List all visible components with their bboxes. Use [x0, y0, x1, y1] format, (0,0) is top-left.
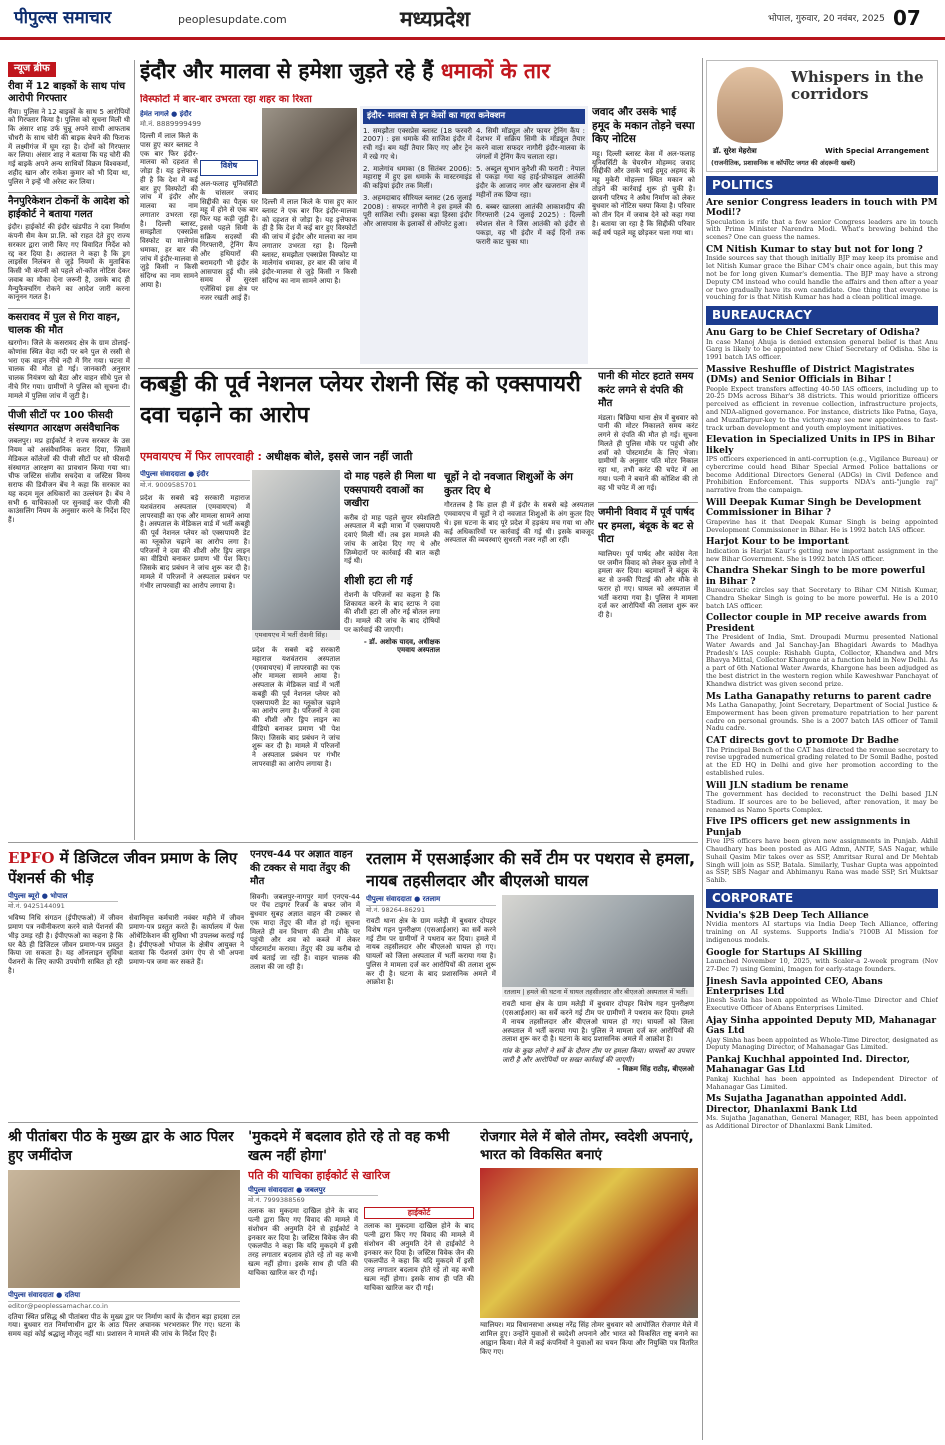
page-number: 07: [893, 6, 921, 30]
whispers-author: डॉ. सुरेश मेहरोत्रा: [713, 147, 757, 155]
councillor-attack-text: ग्वालियर। पूर्व पार्षद और कांग्रेस नेता पर जमीन विवाद को लेकर कुछ लोगों ने हमला कर दिया। बदमाशों ने बंदूक के बट से उनकी पिटाई की और मौके से फरार हो गए। घायल को अस्पताल में भर्ती कराया गया है। पुलिस ने मामला दर्ज कर आरोपियों की तलाश शुरू कर दी है।: [598, 549, 698, 619]
brief-text-2: इंदौर। हाईकोर्ट की इंदौर खंडपीठ ने दवा निर्माण कंपनी सैम केम प्रा.लि. को राहत देते हुए राज्य सरकार द्वारा जारी किए गए विवादित निर्देश को रद्द कर दिया है। अदालत ने कहा है कि ड्रग लाइसेंस निलंबन से जुड़े नियमों के मुताबिक किसी भी कंपनी को पहले शो-कॉज नोटिस देकर जवाब का मौका देना जरूरी है, उसके बाद ही मैन्युफैक्चरिंग रोकने का आदेश जारी करना कानूनन गलत है।: [8, 223, 130, 302]
kabaddi-text-col1: [140, 494, 250, 836]
top-text-col1: [140, 132, 198, 362]
leopard-text: सिवनी। जबलपुर-नागपुर मार्ग एनएच-44 पर पेंच टाइगर रिजर्व के बफर जोन में बुधवार सुबह अज्ञात वाहन की टक्कर से एक मादा तेंदुए की मौत हो गई। सूचना मिलते ही वन विभाग की टीम मौके पर पहुंची और शव को कब्जे में लेकर पोस्टमार्टम कराया। तेंदुए की उम्र करीब दो वर्ष बताई जा रही है। वाहन चालक की तलाश की जा रही है।: [250, 892, 360, 971]
top-headline-part1: इंदौर और मालवा से हमेशा जुड़ते रहे हैं: [140, 59, 441, 83]
ratlam-text-2: रावटी थाना क्षेत्र के ग्राम मलेड़ी में बुधवार दोपहर विशेष गहन पुनरीक्षण (एसआईआर) का सर्वे करने गई टीम पर ग्रामीणों ने पथराव कर दिया। हमले में नायब तहसीलदार और बीएलओ घायल हो गए। घायलों को जिला अस्पताल में भर्ती कराया गया है। पुलिस ने मामला दर्ज कर आरोपियों की तलाश शुरू कर दी है। घटना के बाद प्रशासनिक अमले में आक्रोश है।: [502, 1000, 694, 1044]
top-mobile: मो.नं. 8889999499: [140, 120, 202, 128]
corporate-item-headline: Jinesh Savla appointed CEO, Abans Enterprises Ltd: [706, 976, 883, 997]
epfo-reporter: पीपुल्स ब्यूरो ● भोपाल: [8, 892, 118, 903]
high-court-tag: हाईकोर्ट: [364, 1207, 474, 1219]
bureaucracy-item-text: In case Manoj Ahuja is denied extension general belief is that Anu Garg is likely to be appointed new Chief Secretary of Odisha. She is 1991 batch IAS officer.: [706, 337, 938, 362]
injured-officials-photo: [502, 895, 694, 987]
bureaucracy-item-text: IPS officers experienced in anti-corruption (e.g., Vigilance Bureau) or cybercrime could head Bihar Special Armed Police battalions or become Additional Directors General (ADGs) in Civil Defence and Prohibition Enforcement. This supports NDA's anti-"jungle raj" narrative from the campaign.: [706, 455, 938, 495]
newspaper-logo: पीपुल्स समाचार: [14, 8, 112, 28]
bureaucracy-item-headline: Elevation in Specialized Units in IPS in Bihar likely: [706, 435, 935, 456]
rozgar-story: [480, 1128, 698, 1440]
bureaucracy-item-text: The Principal Bench of the CAT has directed the revenue secretary to revise upgraded numerical grading related to Dr Somil Badhe, posted at the ED HQ in Delhi and give her promotion according to the established rules.: [706, 745, 938, 777]
bureaucracy-item-headline: Ms Latha Ganapathy returns to parent cadre: [706, 691, 932, 702]
epfo-word: EPFO: [8, 849, 55, 867]
collapsed-pillars-photo: [8, 1170, 240, 1288]
court-mobile: मो.नं. 7999388569: [248, 1196, 305, 1205]
top-text-col2: [200, 180, 258, 362]
whispers-header: [706, 60, 938, 172]
bureaucracy-item-headline: Will JLN stadium be rename: [706, 780, 849, 791]
corporate-item-text: Ajay Sinha has been appointed as Whole-Time Director, designated as Deputy Managing Director, of Mahanagar Gas Limited.: [706, 1035, 938, 1052]
bureaucracy-item-text: The President of India, Smt. Droupadi Murmu presented National Water Awards and Jal Sanchay-Jan Bhagidari Awards to Madhya Pradesh's IAS couple: Rishabh Gupta, Collector, Khandwa and Mrs Bhavya Mittal, Collector Khargone at a function held in New Delhi. As a part of 6th National Water Awards, Khargone has been adjudged as the best district in the western region while Kaweshwar Panchayat of Khandwa district was given second prize.: [706, 633, 938, 688]
news-brief-label: न्यूज ब्रीफ: [8, 62, 56, 77]
website-url[interactable]: peoplesupdate.com: [178, 13, 287, 26]
bureaucracy-item-text: The government has decided to reconstruct the Delhi based JLN Stadium. If sources are to be believed, after renovation, it may be renamed as Namo Sports Complex.: [706, 790, 938, 814]
connection-item: 5. अब्दुल सुभान कुरैशी की फरारी : नेपाल से पकड़ा गया यह हाई-प्रोफाइल आतंकी इंदौर के आजाद नगर और खजराना क्षेत्र में महीनों तक छिपा रहा।: [476, 164, 585, 199]
bureaucracy-item-text: Bureaucratic circles say that Secretary to Bihar CM Nitish Kumar, Chandra Shekar Singh is going to be more powerful. He is a 2010 batch IAS officer.: [706, 585, 938, 610]
top-text-col3: [262, 198, 357, 362]
epfo-headline-rest: में डिजिटल जीवन प्रमाण के लिए पेंशनर्स की भीड़: [8, 849, 238, 888]
bureaucracy-item-text: Grapevine has it that Deepak Kumar Singh is being appointed Development Commissioner in Bihar. He is 1992 batch IAS officer.: [706, 517, 938, 534]
ratlam-photo-caption: रतलाम | हमले की घटना में घायल तहसीलदार और बीएलओ अस्पताल में भर्ती।: [502, 987, 694, 997]
court-headline: 'मुकदमे में बदलाव होते रहे तो वह कभी खत्म नहीं होगा': [248, 1129, 450, 1164]
peetambara-headline: श्री पीतांबरा पीठ के मुख्य द्वार के आठ पिलर हुए जमींदोज: [8, 1129, 234, 1164]
connection-box: [360, 106, 588, 364]
politics-label: POLITICS: [706, 176, 938, 195]
brief-headline-4: पीजी सीटों पर 100 फीसदी संस्थागत आरक्षण असंवैधानिक: [8, 406, 130, 435]
whispers-arrangement: With Special Arrangement: [825, 147, 929, 155]
brief-text-3: खरगोन। जिले के कसरावद क्षेत्र के ग्राम ठोलाई-कोणांस स्थित वेदा नदी पर बने पुल से रस्सी से भरा एक वाहन नीचे नदी में गिर गया। घटना में चालक की मौत हो गई। जानकारी अनुसार चालक नियंत्रण खो बैठा और वाहन सीधे पुल से नीचे गिर गया। ग्रामीणों ने पुलिस को सूचना दी। मामले में पुलिस जांच में जुटी है।: [8, 339, 130, 400]
kabaddi-sub-b: अधीक्षक बोले, इससे जान नहीं जाती: [265, 450, 413, 463]
brief-headline-3: कसरावद में पुल से गिरा वाहन, चालक की मौत: [8, 308, 130, 337]
bureaucracy-item-text: Five IPS officers have been given new assignments in Punjab. Akhil Chaudhary has been posted as AIG Admn, ANTF, SAS Nagar, while Suhail Qasim Mir takes over as SSP, Amritsar Rural and Dr Mehtab Singh will join as SSP, Batala. Similarly, Tushar Gupta was appointed as SSP, SBS Nagar and Abhimanyu Rana was made SSP, Sri Muktsar Sahib.: [706, 837, 938, 885]
brief-text-1: रीवा। पुलिस ने 12 बाइकों के साथ 5 आरोपियों को गिरफ्तार किया है। पुलिस को सूचना मिली थी कि अंसार शाह उर्फ चुन्नू अपने साथी आफताब चौधरी के साथ चोरी की बाइक बेचने की फिराक में लक्ष्मीगंज में घूम रहा है। दोनों को गिरफ्तार कर लिया। अंसार शाह ने बताया कि यह चोरी की गई बाइकें अपने अन्य साथियों विक्रम विश्वकर्मा, शहीद खान और राकेश कुमार को भी दिया था, पुलिस ने इन्हें भी अरेस्ट कर लिया।: [8, 107, 130, 186]
section-title: मध्यप्रदेश: [400, 7, 471, 31]
kabaddi-sub: [140, 450, 595, 466]
leopard-headline: एनएच-44 पर अज्ञात वाहन की टक्कर से मादा तेंदुए की मौत: [250, 849, 353, 887]
ratlam-quote-sig: - विक्रम सिंह राठौड़, बीएलओ: [617, 1064, 694, 1073]
blast-photo: [262, 108, 357, 194]
connection-box-title: इंदौर- मालवा से इन केसों का गहरा कनेक्शन: [363, 109, 585, 124]
current-death-headline: पानी की मोटर हटाते समय करंट लगने से दंपति की मौत: [598, 371, 694, 409]
whispers-column: [706, 60, 938, 1440]
connection-item: 3. अहमदाबाद सीरियल ब्लास्ट (26 जुलाई 2008) : सफदर नागौरी ने इस हमले की पूरी साजिश रची। इसका बड़ा हिस्सा इंदौर और आसपास के इलाकों से ऑपरेट हुआ।: [363, 193, 472, 229]
rozgar-text: ग्वालियर। मप्र विधानसभा अध्यक्ष नरेंद्र सिंह तोमर बुधवार को आयोजित रोजगार मेले में शामिल हुए। उन्होंने युवाओं से स्वदेशी अपनाने और भारत को विकसित राष्ट्र बनाने का आह्वान किया। मेले में कई कंपनियों ने युवाओं का चयन किया और नियुक्ति पत्र वितरित किए गए।: [480, 1321, 698, 1356]
bureaucracy-item-headline: Chandra Shekar Singh to be more powerful in Bihar ?: [706, 566, 926, 587]
right-briefs: [598, 370, 698, 836]
bureaucracy-item-headline: Anu Garg to be Chief Secretary of Odisha?: [706, 328, 920, 339]
politics-item-headline: Are senior Congress leaders in touch with PM Modi!?: [706, 198, 938, 219]
kabaddi-text: प्रदेश के सबसे बड़े सरकारी महाराज यशवंतराव अस्पताल (एमवायएच) में लापरवाही का एक और मामला सामने आया है। अस्पताल के मेडिकल वार्ड में भर्ती कबड्डी की पूर्व नेशनल प्लेयर को एक्सपायरी डेट का ग्लूकोज चढ़ाने का आरोप लगा है। परिजनों ने दवा की शीशी और ड्रिप लाइन का वीडियो बनाकर प्रमाण भी पेश किए। जिसके बाद प्रबंधन ने जांच शुरू कर दी है। मामले में परिजनों ने अस्पताल प्रबंधन पर गंभीर लापरवाही का आरोप लगाया है।: [140, 494, 250, 590]
epfo-text-1: भविष्य निधि संगठन (ईपीएफओ) में जीवन प्रमाण पत्र नवीनीकरण करने वाले पेंशनर्स की भीड़ उमड़ रही है। ईपीएफओ का कहना है कि घर बैठे ही डिजिटल जीवन प्रमाण-पत्र प्रस्तुत किया जा सकता है। यह ऑनलाइन सुविधा पेंशनरों के लिए काफी उपयोगी साबित हो रही है।: [8, 914, 123, 975]
connection-item: 4. सिमी मॉड्यूल और फायर ट्रेनिंग कैंप : देशभर में सक्रिय सिमी के मॉड्यूल तैयार करने वाला सफदर नागौरी इंदौर-मालवा के जंगलों में ट्रेनिंग कैंप चलाता रहा।: [476, 126, 585, 161]
expired-drugs-title: दो माह पहले ही मिला था एक्सपायरी दवाओं का जखीरा: [344, 471, 436, 509]
peetambara-text: दतिया स्थित प्रसिद्ध श्री पीतांबरा पीठ के मुख्य द्वार पर निर्माण कार्य के दौरान बड़ा हादसा टल गया। बुधवार रात निर्माणाधीन द्वार के आठ पिलर अचानक भरभराकर गिर गए। घटना के समय वहां कोई श्रद्धालु मौजूद नहीं था। प्रशासन ने मामले की जांच के निर्देश दिए हैं।: [8, 1312, 240, 1339]
corporate-item-headline: Nvidia's $2B Deep Tech Alliance: [706, 910, 869, 921]
kabaddi-text-col2: [252, 646, 340, 836]
top-col2-text: अल-फलाह यूनिवर्सिटी के चांसलर जवाद सिद्दीकी का पैतृक घर महू में होने से एक बार फिर यह कड़ी जुड़ी है। इससे पहले सिमी के सक्रिय सदस्यों की गिरफ्तारी, ट्रेनिंग कैंप और हथियारों की बरामदगी भी इंदौर के आसपास हुई थी। लंबे समय से सुरक्षा एजेंसियां इस क्षेत्र पर नजर रखती आई हैं।: [200, 180, 258, 302]
kabaddi-text-2: प्रदेश के सबसे बड़े सरकारी महाराज यशवंतराव अस्पताल (एमवायएच) में लापरवाही का एक और मामला सामने आया है। अस्पताल के मेडिकल वार्ड में भर्ती कबड्डी की पूर्व नेशनल प्लेयर को एक्सपायरी डेट का ग्लूकोज चढ़ाने का आरोप लगा है। परिजनों ने दवा की शीशी और ड्रिप लाइन का वीडियो बनाकर प्रमाण भी पेश किए। जिसके बाद प्रबंधन ने जांच शुरू कर दी है। मामले में परिजनों ने अस्पताल प्रबंधन पर गंभीर लापरवाही का आरोप लगाया है।: [252, 646, 340, 768]
author-photo: [717, 67, 783, 143]
top-subheadline: विस्फोटों में बार-बार उभरता रहा शहर का रिश्ता: [140, 94, 312, 105]
connection-item: 1. समझौता एक्सप्रेस ब्लास्ट (18 फरवरी 2007) : इस धमाके की साजिश इंदौर में रची गई। बम यहीं तैयार किए गए और ट्रेन में रखे गए थे।: [363, 126, 472, 161]
peetambara-email[interactable]: editor@peoplessamachar.co.in: [8, 1301, 108, 1310]
peetambara-story: [8, 1128, 240, 1440]
court-text-1: तलाक का मुकदमा दाखिल होने के बाद पत्नी द्वारा किए गए विवाद की मामले में संशोधन की अनुमति देने से हाईकोर्ट ने इनकार कर दिया है। जस्टिस विवेक जैन की एकलपीठ ने कहा कि यदि मुकदमे में इसी तरह लगातार बदलाव होते रहे तो वह कभी खत्म नहीं होगा। इसके साथ ही पति की याचिका खारिज कर दी गई।: [248, 1207, 358, 1277]
bureaucracy-item-headline: Harjot Kour to be important: [706, 537, 849, 548]
kabaddi-mobile: मो.नं. 9009585701: [140, 480, 197, 489]
brief-headline-2: नैनपुरिकेशन टोकनों के आदेश को हाईकोर्ट ने बताया गलत: [8, 192, 130, 221]
epfo-text-2: सेवानिवृत्त कर्मचारी नवंबर महीने में जीवन प्रमाण-पत्र प्रस्तुत करते हैं। कार्यालय में फेस ऑथेंटिकेशन की सुविधा भी उपलब्ध कराई गई है। ईपीएफओ भोपाल के क्षेत्रीय आयुक्त ने बताया कि पेंशनर्स उमंग ऐप से भी अपना प्रमाण-पत्र जमा कर सकते हैं।: [129, 914, 244, 967]
top-col3-text: दिल्ली में लाल किले के पास हुए कार ब्लास्ट ने एक बार फिर इंदौर-मालवा को दहशत से जोड़ा है। यह इत्तेफाक ही है कि देश में कई बार हुए विस्फोटों की जांच में इंदौर और मालवा का नाम लगातार उभरता रहा है। दिल्ली ब्लास्ट, समझौता एक्सप्रेस विस्फोट या मालेगांव धमाका, हर बार की जांच में इंदौर-मालवा से जुड़े किसी न किसी संदिग्ध का नाम सामने आया है।: [262, 198, 357, 285]
rozgar-headline: रोजगार मेले में बोले तोमर, स्वदेशी अपनाएं, भारत को विकसित बनाएं: [480, 1129, 694, 1164]
rat-bite-box: [444, 470, 594, 836]
politics-item-text: Inside sources say that though initially BJP may keep its promise and let Nitish Kumar grace the Bihar CM's chair once again, but this may not be for long given Kumar's dementia. The BJP may have a strong Deputy CM instead who could handle the affairs and then after a year or two gradually have its own candidate. One thing that everyone is vouching for is that Nitish Kumar has had a clean political image.: [706, 254, 938, 302]
ratlam-quote: गांव के कुछ लोगों ने सर्वे के दौरान टीम पर हमला किया। घायलों का उपचार जारी है और आरोपियों पर सख्त कार्रवाई की जाएगी।: [502, 1047, 694, 1064]
ratlam-text: रावटी थाना क्षेत्र के ग्राम मलेड़ी में बुधवार दोपहर विशेष गहन पुनरीक्षण (एसआईआर) का सर्वे करने गई टीम पर ग्रामीणों ने पथराव कर दिया। हमले में नायब तहसीलदार और बीएलओ घायल हो गए। घायलों को जिला अस्पताल में भर्ती कराया गया है। पुलिस ने मामला दर्ज कर आरोपियों की तलाश शुरू कर दी है। घटना के बाद प्रशासनिक अमले में आक्रोश है।: [366, 917, 496, 987]
bureaucracy-item-headline: CAT directs govt to promote Dr Badhe: [706, 736, 899, 747]
issue-date: भोपाल, गुरुवार, 20 नवंबर, 2025: [768, 14, 885, 24]
bureaucracy-label: BUREAUCRACY: [706, 306, 938, 325]
corporate-item-headline: Pankaj Kuchhal appointed Ind. Director, Mahanagar Gas Ltd: [706, 1055, 911, 1076]
corporate-label: CORPORATE: [706, 889, 938, 908]
kabaddi-sub-a: एमवायएच में फिर लापरवाही :: [140, 450, 266, 463]
corporate-item-text: Pankaj Kuchhal has been appointed as Independent Director of Mahanagar Gas Limited.: [706, 1074, 938, 1091]
peetambara-reporter: पीपुल्स संवाददाता ● दतिया: [8, 1291, 240, 1302]
corporate-item-headline: Ms Sujatha Jaganathan appointed Addl. Director, Dhanlaxmi Bank Ltd: [706, 1094, 907, 1115]
brief-text-4: जबलपुर। मप्र हाईकोर्ट ने राज्य सरकार के उस नियम को असंवैधानिक करार दिया, जिसमें मेडिकल कॉलेजों की पीजी सीटों पर सौ फीसदी संस्थागत आरक्षण का प्रावधान किया गया था। चीफ जस्टिस संजीव सचदेवा व जस्टिस विनय सराफ की डिवीजन बेंच ने कहा कि सरकार का यह कदम मूल अधिकारों का उल्लंघन है। बेंच ने सभी 6 याचिकाओं पर सुनवाई कर पीजी की काउंसलिंग नियम के अनुसार करने के निर्देश दिए हैं।: [8, 437, 130, 524]
corporate-item-headline: Ajay Sinha appointed Deputy MD, Mahanagar Gas Ltd: [706, 1015, 937, 1037]
bureaucracy-item-headline: Massive Reshuffle of District Magistrates (DMs) and Senior Officials in Bihar !: [706, 364, 915, 386]
top-reporter: हेमंत नागले ● इंदौर: [140, 110, 192, 118]
epfo-mobile: मो.नं. 9425144091: [8, 902, 65, 911]
top-col1-text: दिल्ली में लाल किले के पास हुए कार ब्लास्ट ने एक बार फिर इंदौर-मालवा को दहशत से जोड़ा है। यह इत्तेफाक ही है कि देश में कई बार हुए विस्फोटों की जांच में इंदौर और मालवा का नाम लगातार उभरता रहा है। दिल्ली ब्लास्ट, समझौता एक्सप्रेस विस्फोट या मालेगांव धमाका, हर बार की जांच में इंदौर-मालवा से जुड़े किसी न किसी संदिग्ध का नाम सामने आया है।: [140, 132, 198, 289]
bureaucracy-item-text: People Expect transfers affecting 40-50 IAS officers, including up to 20-25 DMs across Bihar's 38 districts. This would prioritize officers perceived as efficient in revenue collection, infrastructure projects, and NDA-aligned governance. For instance, districts like Patna, Gaya, and Muzaffarpur-key to the victory-may see new appointees to fast-track urban development and youth employment initiatives.: [706, 384, 938, 432]
special-tag: विशेष: [200, 160, 258, 176]
top-headline: [140, 58, 695, 88]
bureaucracy-item-headline: Five IPS officers get new assignments in Punjab: [706, 817, 911, 838]
corporate-item-headline: Google for Startups AI Skilling: [706, 947, 863, 958]
expired-drugs-text: करीब दो माह पहले सुपर स्पेशलिटी अस्पताल में बड़ी मात्रा में एक्सपायरी दवाएं मिली थीं। तब इस मामले की जांच के आदेश दिए गए थे और जिम्मेदारों पर कार्रवाई की बात कही गई थी।: [344, 513, 440, 566]
ratlam-headline: रतलाम में एसआईआर की सर्वे टीम पर पथराव से हमला, नायब तहसीलदार और बीएलओ घायल: [366, 849, 696, 890]
jawad-text: महू। दिल्ली ब्लास्ट केस में अल-फलाह यूनिवर्सिटी के चेयरमैन मोहम्मद जवाद सिद्दीकी और उसके भाई हमूद अहमद के महू मुकेरी मोहल्ला स्थित मकान को तोड़ने की कार्रवाई शुरू हो चुकी है। छावनी परिषद ने अवैध निर्माण को लेकर बुधवार को नोटिस चस्पा किया है। परिवार को तीन दिन में जवाब देने को कहा गया है। बताया जा रहा है कि सिद्दीकी परिवार कई वर्ष पहले महू छोड़कर चला गया था।: [592, 149, 695, 237]
jawad-headline: जवाद और उसके भाई हमूद के मकान तोड़ने चस्पा किए नोटिस: [592, 106, 695, 146]
job-fair-photo: [480, 1168, 698, 1318]
brief-headline-1: रीवा में 12 बाइकों के साथ पांच आरोपी गिरफ्तार: [8, 80, 126, 104]
court-story: [248, 1128, 474, 1440]
kabaddi-headline-text: कबड्डी की पूर्व नेशनल प्लेयर रोशनी सिंह को एक्सपायरी दवा चढ़ाने का आरोप: [140, 372, 581, 428]
whispers-tagline: (राजनीतिक, प्रशासनिक व कॉर्पोरेट जगत की अंदरूनी खबरें): [711, 159, 856, 167]
bottle-removed-text: रोशनी के परिजनों का कहना है कि शिकायत करने के बाद स्टाफ ने दवा की शीशी हटा ली और नई बोतल लगा दी। मामले की जांच के बाद दोषियों पर कार्रवाई की जाएगी।: [344, 590, 440, 634]
superintendent-quote: - डॉ. अशोक यादव, अधीक्षक एमवाय अस्पताल: [363, 637, 440, 655]
rat-bite-title: चूहों ने दो नवजात शिशुओं के अंग कुतर दिए थे: [444, 471, 573, 498]
rat-bite-text: गौरतलब है कि हाल ही में इंदौर के सबसे बड़े अस्पताल एमवायएच में चूहों ने दो नवजात शिशुओं के अंग कुतर दिए थे। इस घटना के बाद पूरे प्रदेश में हड़कंप मच गया था और कई अधिकारियों पर कार्रवाई की गई थी। इसके बावजूद अस्पताल की व्यवस्थाएं सुधरती नजर नहीं आ रहीं।: [444, 501, 594, 545]
kabaddi-byline: [140, 470, 250, 490]
politics-item-text: Speculation is rife that a few senior Congress leaders are in touch with Prime Minister Narendra Modi. What's brewing behind the scenes? One can guess the names.: [706, 217, 938, 242]
corporate-item-text: Ms. Sujatha Jaganathan, General Manager, RBI, has been appointed as Additional Director of Dhanlaxmi Bank Limited.: [706, 1114, 938, 1130]
masthead: [0, 0, 945, 40]
current-death-text: मंडला। बिछिया थाना क्षेत्र में बुधवार को पानी की मोटर निकालते समय करंट लगने से दंपति की मौत हो गई। सूचना मिलते ही पुलिस मौके पर पहुंची और शवों को पोस्टमार्टम के लिए भेजा। ग्रामीणों के अनुसार पति मोटर निकाल रहा था, तभी करंट की चपेट में आ गया। पत्नी ने बचाने की कोशिश की तो वह भी चपेट में आ गई।: [598, 413, 698, 492]
bottle-removed-title: शीशी हटा ली गई: [344, 574, 413, 587]
corporate-item-text: Launched November 10, 2025, with Scaler-a 2-week program (Nov 27-Dec 7) using Gemini, Imagen for early-stage founders.: [706, 956, 938, 973]
hospital-patient-photo: [252, 470, 340, 640]
politics-item-headline: CM Nitish Kumar to stay but not for long ?: [706, 245, 923, 256]
corporate-item-text: Nvidia mentors AI startups via India Deep Tech Alliance, offering training on AI systems. Supports India's ?100B AI Mission for indigenous models.: [706, 920, 938, 944]
jawad-story: [592, 106, 695, 364]
whispers-title: Whispers in the corridors: [791, 68, 924, 103]
kabaddi-headline: [140, 370, 590, 448]
news-brief-column: [8, 62, 130, 840]
bureaucracy-item-text: Indication is Harjat Kaur's getting new important assignment in the new Bihar Government. She is 1992 batch IAS officer.: [706, 546, 938, 563]
court-text-2: तलाक का मुकदमा दाखिल होने के बाद पत्नी द्वारा किए गए विवाद की मामले में संशोधन की अनुमति देने से हाईकोर्ट ने इनकार कर दिया है। जस्टिस विवेक जैन की एकलपीठ ने कहा कि यदि मुकदमे में इसी तरह लगातार बदलाव होते रहे तो वह कभी खत्म नहीं होगा। इसके साथ ही पति की याचिका खारिज कर दी गई।: [364, 1222, 474, 1292]
bureaucracy-item-headline: Collector couple in MP receive awards from President: [706, 613, 927, 634]
bureaucracy-item-text: Ms Latha Ganapathy, Joint Secretary, Department of Social Justice & Empowerment has been given premature repatriation to her parent cadre on personal grounds. She is a 2007 batch IAS officer of Tamil Nadu cadre.: [706, 700, 938, 733]
connection-item: 6. बब्बर खालसा आतंकी आकाशदीप की गिरफ्तारी (24 जुलाई 2025) : दिल्ली स्पेशल सेल ने जिस आतंकी को इंदौर से पकड़ा, वह भी इंदौर में कई दिनों तक फरारी काट चुका था।: [476, 202, 585, 246]
connection-item: 2. मालेगांव धमाका (8 सितंबर 2006): महाराष्ट्र में हुए इस धमाके के मास्टरमाइंड की कड़ियां इंदौर तक मिलीं।: [363, 164, 472, 191]
kabaddi-photo-caption: एमवायएच में भर्ती रोशनी सिंह।: [252, 630, 340, 640]
corporate-item-text: Jinesh Savla has been appointed as Whole-Time Director and Chief Executive Officer of Abans Enterprises Limited.: [706, 996, 938, 1013]
ratlam-reporter: पीपुल्स संवाददाता ● रतलाम: [366, 895, 496, 906]
court-reporter: पीपुल्स संवाददाता ● जबलपुर: [248, 1186, 378, 1197]
top-headline-part2: धमाकों के तार: [440, 59, 550, 83]
court-subheadline: पति की याचिका हाईकोर्ट से खारिज: [248, 1168, 390, 1182]
councillor-attack-headline: जमीनी विवाद में पूर्व पार्षद पर हमला, बंदूक के बट से पीटा: [598, 502, 698, 547]
ratlam-mobile: मो.नं. 98264-86291: [366, 905, 426, 914]
expired-drugs-box: [344, 470, 440, 836]
kabaddi-reporter: पीपुल्स संवाददाता ● इंदौर: [140, 470, 250, 481]
bureaucracy-item-headline: Will Deepak Kumar Singh be Development Commissioner in Bihar ?: [706, 498, 922, 519]
